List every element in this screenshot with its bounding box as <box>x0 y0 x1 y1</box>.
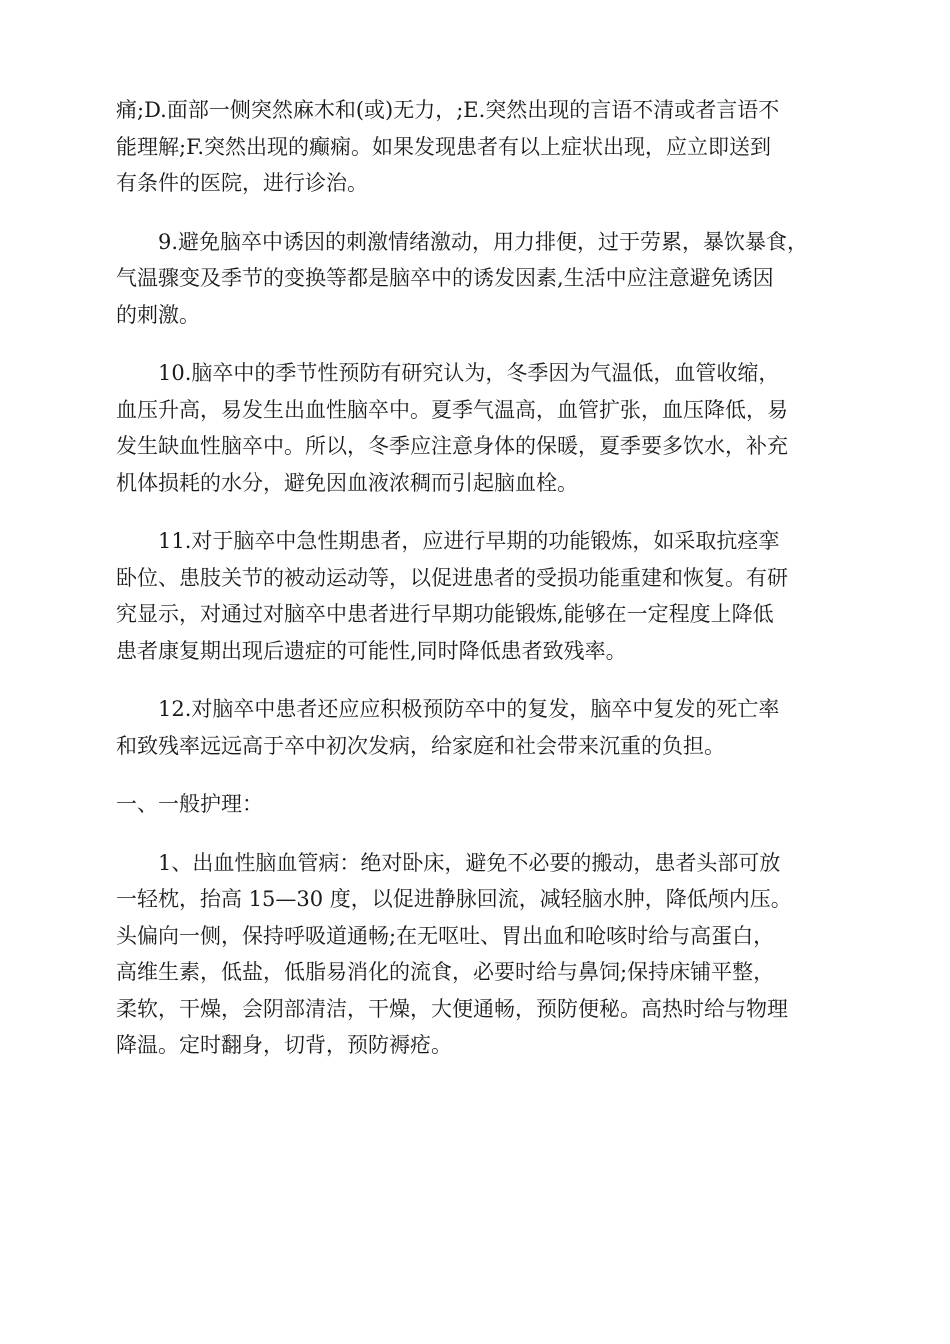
paragraph-care-item-1 <box>116 845 876 1064</box>
text-line: 发生缺血性脑卒中。所以，冬季应注意身体的保暖，夏季要多饮水，补充 <box>116 434 788 458</box>
paragraph-item-11 <box>116 523 876 669</box>
text-line: 12.对脑卒中患者还应应积极预防卒中的复发，脑卒中复发的死亡率 <box>158 697 780 721</box>
text-line: 机体损耗的水分，避免因血液浓稠而引起脑血栓。 <box>116 470 578 495</box>
text-line: 血压升高，易发生出血性脑卒中。夏季气温高，血管扩张，血压降低，易 <box>116 397 788 422</box>
paragraph-item-10 <box>116 355 876 501</box>
text-line: 9.避免脑卒中诱因的刺激情绪激动，用力排便，过于劳累，暴饮暴食， <box>158 229 809 254</box>
text-line: 11.对于脑卒中急性期患者，应进行早期的功能锻炼，如采取抗痉挛 <box>158 529 780 553</box>
paragraph-item-9 <box>116 224 876 334</box>
text-line: 气温骤变及季节的变换等都是脑卒中的诱发因素,生活中应注意避免诱因 <box>116 266 774 290</box>
section-heading-text: 一、一般护理： <box>116 792 263 816</box>
text-line: 痛;D.面部一侧突然麻木和(或)无力，;E.突然出现的言语不清或者言语不 <box>116 98 780 122</box>
text-line: 究显示，对通过对脑卒中患者进行早期功能锻炼,能够在一定程度上降低 <box>116 602 774 626</box>
text-line: 卧位、患肢关节的被动运动等，以促进患者的受损功能重建和恢复。有研 <box>116 565 788 590</box>
section-heading-general-care <box>116 786 876 823</box>
text-line: 10.脑卒中的季节性预防有研究认为，冬季因为气温低，血管收缩， <box>158 361 780 385</box>
text-line: 1、出血性脑血管病：绝对卧床，避免不必要的搬动，患者头部可放 <box>158 850 781 875</box>
text-line: 患者康复期出现后遗症的可能性,同时降低患者致残率。 <box>116 638 627 663</box>
text-line: 降温。定时翻身，切背，预防褥疮。 <box>116 1033 452 1057</box>
text-line: 的刺激。 <box>116 302 200 327</box>
text-line: 和致残率远远高于卒中初次发病，给家庭和社会带来沉重的负担。 <box>116 733 725 758</box>
text-line: 高维生素，低盐，低脂易消化的流食，必要时给与鼻饲;保持床铺平整， <box>116 960 775 984</box>
text-line: 柔软，干燥，会阴部清洁，干燥，大便通畅，预防便秘。高热时给与物理 <box>116 996 788 1021</box>
text-line: 能理解;F.突然出现的癫痫。如果发现患者有以上症状出现，应立即送到 <box>116 134 772 159</box>
text-line: 头偏向一侧，保持呼吸道通畅;在无呕吐、胃出血和呛咳时给与高蛋白， <box>116 923 775 948</box>
document-body <box>116 92 876 1086</box>
text-line: 有条件的医院，进行诊治。 <box>116 171 368 195</box>
paragraph-symptoms-continued <box>116 92 876 202</box>
text-line: 一轻枕，抬高 15—30 度，以促进静脉回流，减轻脑水肿，降低颅内压。 <box>116 887 792 911</box>
paragraph-item-12 <box>116 691 876 764</box>
